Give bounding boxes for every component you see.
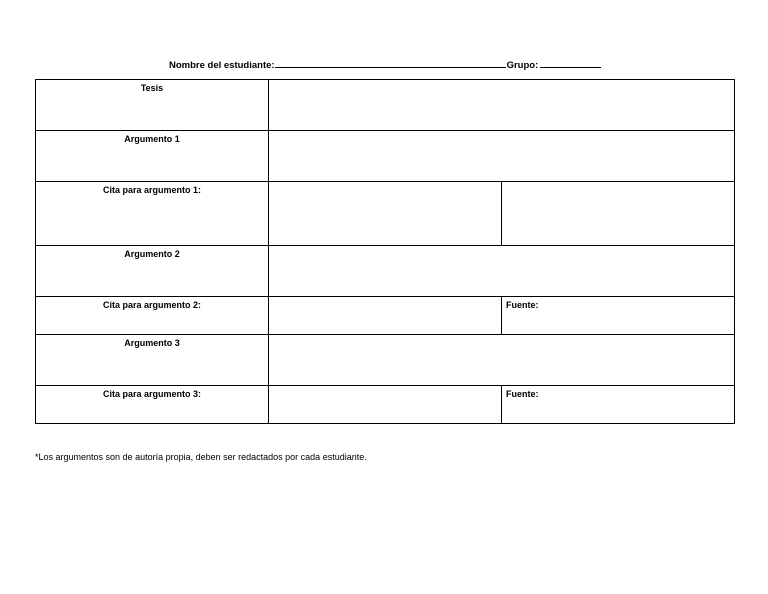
quote-2-source-label: Fuente: [506, 300, 539, 310]
thesis-field[interactable] [269, 80, 735, 131]
group-field[interactable] [540, 57, 601, 68]
student-name-field[interactable] [275, 57, 501, 68]
table-row-quote-3 [36, 386, 735, 424]
table-row-quote-1 [36, 182, 735, 246]
argument-1-field[interactable] [269, 131, 735, 182]
footnote: *Los argumentos son de autoría propia, deben ser redactados por cada estudiante. [35, 452, 367, 462]
table-row-argument-1 [36, 131, 735, 182]
argument-2-field[interactable] [269, 246, 735, 297]
quote-1-source-field[interactable] [502, 182, 735, 246]
name-field-tail [501, 57, 506, 68]
table-row-thesis [36, 80, 735, 131]
quote-3-source-label: Fuente: [506, 389, 539, 399]
quote-1-label: Cita para argumento 1: [36, 182, 269, 246]
student-name-label: Nombre del estudiante: [169, 60, 275, 71]
table-row-quote-2 [36, 297, 735, 335]
quote-1-field[interactable] [269, 182, 502, 246]
argument-3-label: Argumento 3 [36, 335, 269, 386]
quote-2-label: Cita para argumento 2: [36, 297, 269, 335]
thesis-label: Tesis [36, 80, 269, 131]
table-row-argument-2 [36, 246, 735, 297]
table-row-argument-3 [36, 335, 735, 386]
argument-1-label: Argumento 1 [36, 131, 269, 182]
quote-2-source-field[interactable] [502, 297, 735, 335]
quote-3-source-field[interactable] [502, 386, 735, 424]
quote-3-field[interactable] [269, 386, 502, 424]
argument-table [35, 79, 735, 424]
quote-2-field[interactable] [269, 297, 502, 335]
quote-3-label: Cita para argumento 3: [36, 386, 269, 424]
argument-3-field[interactable] [269, 335, 735, 386]
student-info-line [169, 57, 601, 71]
argument-2-label: Argumento 2 [36, 246, 269, 297]
group-label: Grupo: [506, 60, 539, 71]
